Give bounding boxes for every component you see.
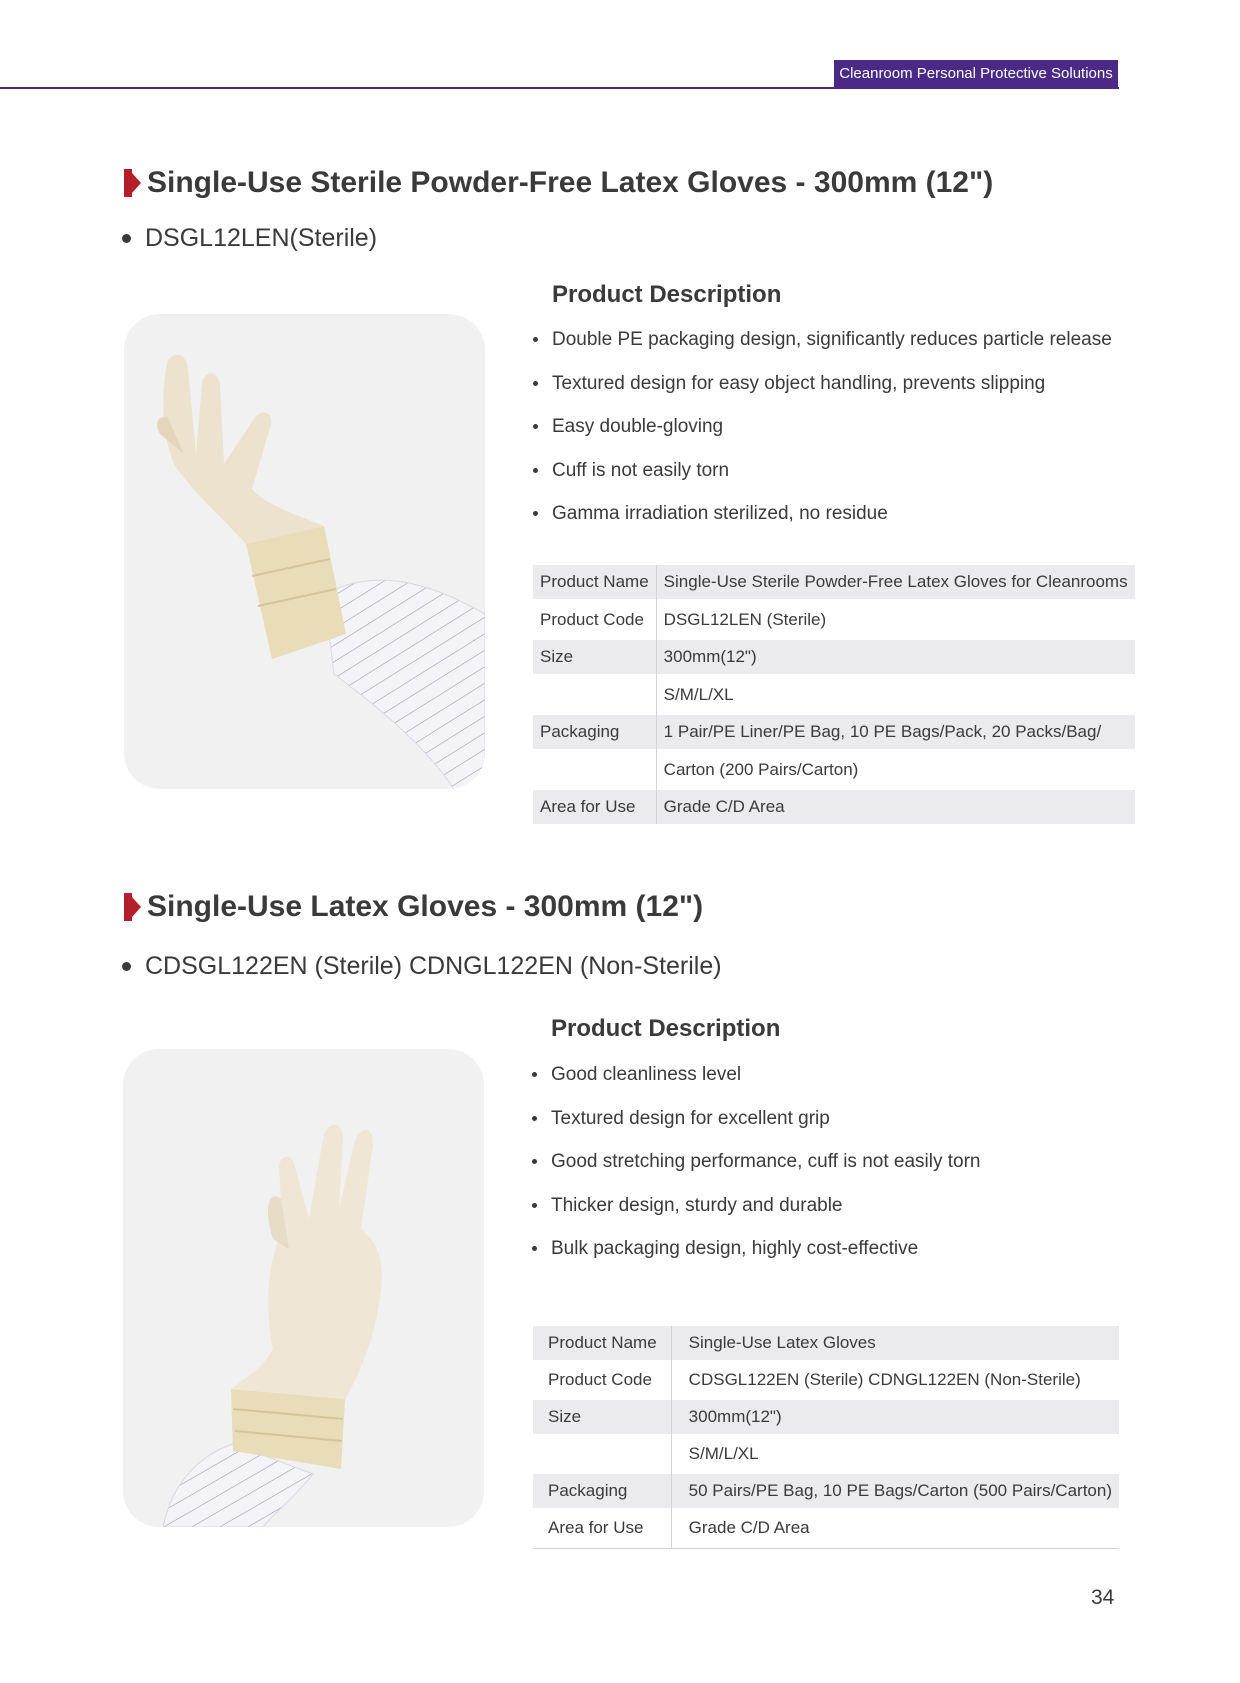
bullet-icon (533, 337, 538, 342)
bullet-icon (532, 1116, 537, 1121)
spec-label: Area for Use (533, 790, 656, 824)
bullet-icon (122, 962, 131, 971)
product2-codes: CDSGL122EN (Sterile) CDNGL122EN (Non-Sterile) (145, 952, 722, 980)
product2-feature-list (532, 1053, 980, 1271)
table-row (533, 1434, 1119, 1474)
table-row (533, 599, 1135, 640)
spec-value: 300mm(12") (671, 1400, 1119, 1434)
spec-value: DSGL12LEN (Sterile) (663, 609, 827, 629)
product2-spec-table (533, 1326, 1119, 1549)
spec-value: CDSGL122EN (Sterile) CDNGL122EN (Non-Sterile) (688, 1370, 1081, 1389)
product2-description-title: Product Description (551, 1015, 781, 1042)
table-row (533, 1508, 1119, 1548)
product1-description-title: Product Description (552, 281, 782, 308)
spec-label: Size (533, 1400, 671, 1434)
spec-value: Grade C/D Area (671, 1508, 1119, 1548)
spec-label (533, 749, 656, 790)
table-row (533, 674, 1135, 715)
table-row (533, 640, 1135, 674)
bullet-icon (533, 468, 538, 473)
title-marker-icon (124, 893, 132, 921)
page-number: 34 (1091, 1586, 1115, 1609)
list-item: Easy double-gloving (533, 405, 1112, 449)
header-rule (0, 87, 1119, 89)
bullet-icon (533, 381, 538, 386)
bullet-icon (532, 1203, 537, 1208)
spec-label: Packaging (533, 715, 656, 749)
spec-label: Product Name (533, 1326, 671, 1360)
product1-title-row (124, 166, 993, 200)
spec-label: Packaging (533, 1474, 671, 1508)
spec-value: S/M/L/XL (663, 684, 734, 704)
bullet-icon (533, 511, 538, 516)
spec-label: Area for Use (533, 1508, 671, 1548)
glove-sleeve-illustration (124, 314, 485, 789)
spec-value: Single-Use Latex Gloves (671, 1326, 1119, 1360)
header-category-tag: Cleanroom Personal Protective Solutions (834, 60, 1118, 87)
list-item: Gamma irradiation sterilized, no residue (533, 492, 1112, 536)
table-row (533, 1474, 1119, 1508)
spec-value: Carton (200 Pairs/Carton) (663, 759, 859, 779)
product2-photo (123, 1049, 484, 1527)
spec-label: Product Code (533, 1360, 671, 1400)
bullet-icon (532, 1072, 537, 1077)
list-item: Good stretching performance, cuff is not easily torn (532, 1140, 980, 1184)
title-marker-arrow-icon (132, 173, 141, 193)
bullet-icon (533, 424, 538, 429)
spec-value: Grade C/D Area (656, 790, 1134, 824)
spec-label: Product Name (533, 565, 656, 599)
spec-value: 300mm(12") (656, 640, 1134, 674)
product2-code-line (122, 952, 722, 981)
glove-sleeve-illustration (123, 1049, 484, 1527)
spec-value: S/M/L/XL (688, 1444, 759, 1463)
product1-title: Single-Use Sterile Powder-Free Latex Gloves - 300mm (12") (147, 166, 994, 199)
table-row (533, 749, 1135, 790)
bullet-icon (532, 1159, 537, 1164)
bullet-icon (532, 1246, 537, 1251)
table-row (533, 790, 1135, 824)
spec-label (533, 674, 656, 715)
title-marker-icon (124, 169, 132, 197)
product2-title-row (124, 890, 703, 924)
product1-feature-list (533, 318, 1112, 536)
list-item: Double PE packaging design, significantly reduces particle release (533, 318, 1112, 362)
list-item: Thicker design, sturdy and durable (532, 1184, 980, 1228)
table-row (533, 715, 1135, 749)
list-item: Textured design for excellent grip (532, 1097, 980, 1141)
table-row (533, 1360, 1119, 1400)
bullet-icon (122, 234, 131, 243)
list-item: Cuff is not easily torn (533, 449, 1112, 493)
spec-value: 1 Pair/PE Liner/PE Bag, 10 PE Bags/Pack, 20 Packs/Bag/ (656, 715, 1134, 749)
spec-label: Product Code (533, 599, 656, 640)
table-row (533, 1400, 1119, 1434)
table-row (533, 1326, 1119, 1360)
list-item: Textured design for easy object handling, prevents slipping (533, 362, 1112, 406)
spec-value: 50 Pairs/PE Bag, 10 PE Bags/Carton (500 Pairs/Carton) (671, 1474, 1119, 1508)
list-item: Bulk packaging design, highly cost-effective (532, 1227, 980, 1271)
title-marker-arrow-icon (132, 897, 141, 917)
list-item: Good cleanliness level (532, 1053, 980, 1097)
product1-photo (124, 314, 485, 789)
spec-value: Single-Use Sterile Powder-Free Latex Gloves for Cleanrooms (656, 565, 1134, 599)
product2-title: Single-Use Latex Gloves - 300mm (12") (147, 890, 704, 923)
spec-label: Size (533, 640, 656, 674)
table-row (533, 565, 1135, 599)
product1-code-line (122, 224, 377, 253)
product1-codes: DSGL12LEN(Sterile) (145, 224, 378, 252)
spec-label (533, 1434, 671, 1474)
product1-spec-table (533, 565, 1135, 824)
